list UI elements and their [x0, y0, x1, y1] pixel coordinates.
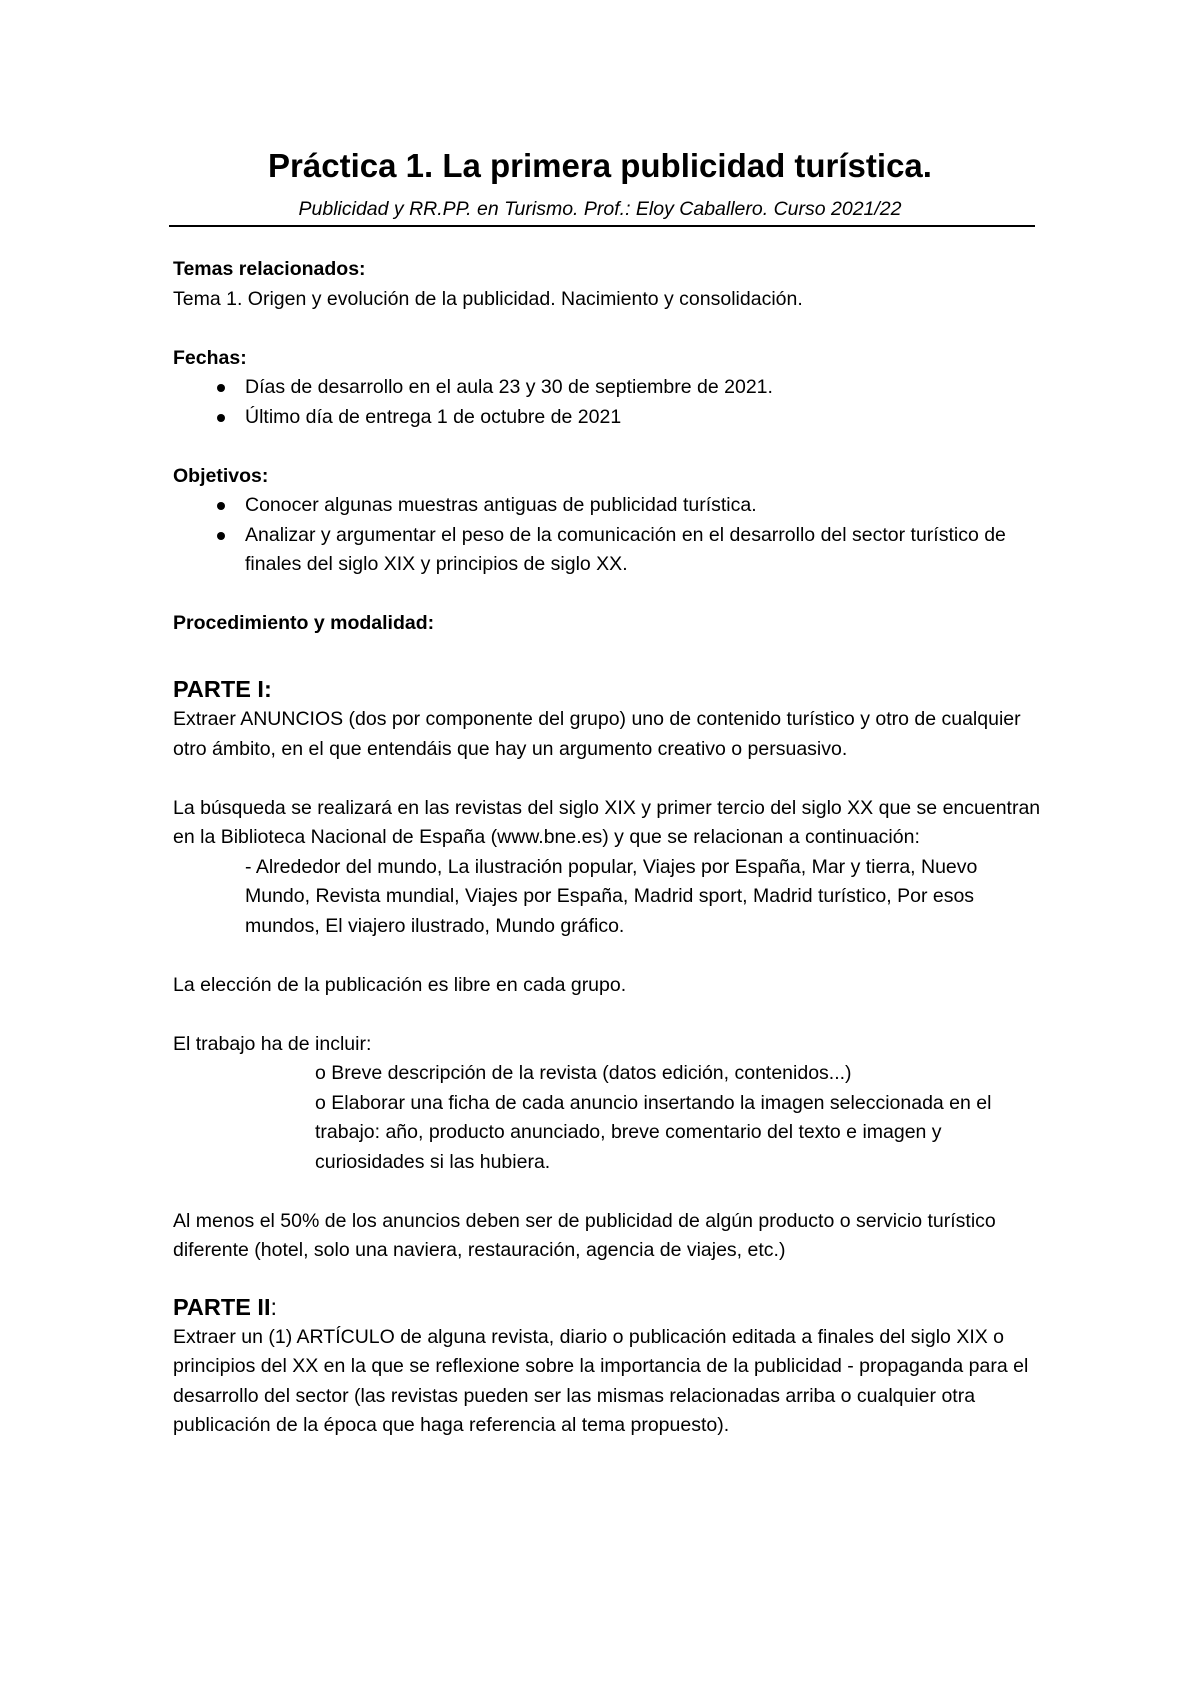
- list-item-text: Días de desarrollo en el aula 23 y 30 de septiembre de 2021.: [245, 376, 773, 398]
- spacer: [173, 580, 1043, 610]
- page-subtitle: Publicidad y RR.PP. en Turismo. Prof.: Eloy Caballero. Curso 2021/22: [298, 198, 902, 220]
- bullet-icon: [217, 502, 225, 510]
- fechas-list: [173, 373, 1043, 432]
- fechas-heading: Fechas:: [173, 346, 247, 369]
- procedimiento-heading: Procedimiento y modalidad:: [173, 612, 435, 634]
- list-item-text: Analizar y argumentar el peso de la comunicación en el desarrollo del sector turístico de finales del siglo XIX y principios de siglo XX.: [245, 523, 1006, 575]
- revistas-list: - Alrededor del mundo, La ilustración popular, Viajes por España, Mar y tierra, Nuevo Mundo, Revista mundial, Viajes por España, Madrid sport, Madrid turístico, Por esos mundos, El viajero ilustrado, Mundo gráfico.: [245, 855, 978, 937]
- list-item-text: Último día de entrega 1 de octubre de 2021: [245, 405, 622, 428]
- objetivos-heading: Objetivos:: [173, 464, 269, 487]
- bullet-icon: [217, 384, 225, 392]
- parte1-paragraph-5: Al menos el 50% de los anuncios deben ser de publicidad de algún producto o servicio turístico diferente (hotel, solo una naviera, restauración, agencia de viajes, etc.): [173, 1209, 996, 1261]
- spacer: [173, 941, 1043, 971]
- parte2-heading-colon: :: [270, 1293, 278, 1320]
- parte1-heading: PARTE I:: [173, 676, 272, 702]
- parte1-paragraph-3: La elección de la publicación es libre en cada grupo.: [173, 973, 627, 996]
- parte1-paragraph-2: La búsqueda se realizará en las revistas del siglo XIX y primer tercio del siglo XX que se encuentran en la Biblioteca Nacional de España (www.bne.es) y que se relacionan a continuación:: [173, 796, 1041, 848]
- temas-heading: Temas relacionados:: [173, 258, 366, 280]
- incluir-item: o Breve descripción de la revista (datos edición, contenidos...): [315, 1062, 852, 1084]
- page-title: Práctica 1. La primera publicidad turística.: [268, 147, 932, 184]
- spacer: [173, 1000, 1043, 1030]
- list-item: [173, 373, 1043, 403]
- parte2-heading-text: PARTE II: [173, 1293, 271, 1320]
- list-item-text: Conocer algunas muestras antiguas de publicidad turística.: [245, 494, 757, 516]
- parte1-paragraph-4: El trabajo ha de incluir:: [173, 1032, 372, 1055]
- temas-text: Tema 1. Origen y evolución de la publicidad. Nacimiento y consolidación.: [173, 287, 803, 310]
- parte2-heading: [173, 1292, 1043, 1322]
- spacer: [173, 1266, 1043, 1286]
- objetivos-list: [173, 491, 1043, 580]
- list-item: [173, 491, 1043, 521]
- spacer: [173, 432, 1043, 462]
- header-rule: [169, 225, 1035, 227]
- bullet-icon: [217, 414, 225, 422]
- incluir-item: o Elaborar una ficha de cada anuncio insertando la imagen seleccionada en el trabajo: año, producto anunciado, breve comentario del texto e imagen y curiosidades si las hubiera.: [315, 1091, 992, 1173]
- list-item: [173, 521, 1043, 580]
- bullet-icon: [217, 532, 225, 540]
- spacer: [173, 314, 1043, 344]
- list-item: [173, 403, 1043, 433]
- parte1-paragraph-1: Extraer ANUNCIOS (dos por componente del grupo) uno de contenido turístico y otro de cualquier otro ámbito, en el que entendáis que hay un argumento creativo o persuasivo.: [173, 708, 1021, 760]
- document-body: [173, 255, 1043, 1441]
- parte2-paragraph-1: Extraer un (1) ARTÍCULO de alguna revista, diario o publicación editada a finales del siglo XIX o principios del XX en la que se reflexione sobre la importancia de la publicidad - propaganda para el desarrollo del sector (las revistas pueden ser las mismas relacionadas arriba o cualquier otra publicación de la época que haga referencia al tema propuesto).: [173, 1325, 1029, 1436]
- spacer: [173, 764, 1043, 794]
- spacer: [173, 639, 1043, 669]
- spacer: [173, 1177, 1043, 1207]
